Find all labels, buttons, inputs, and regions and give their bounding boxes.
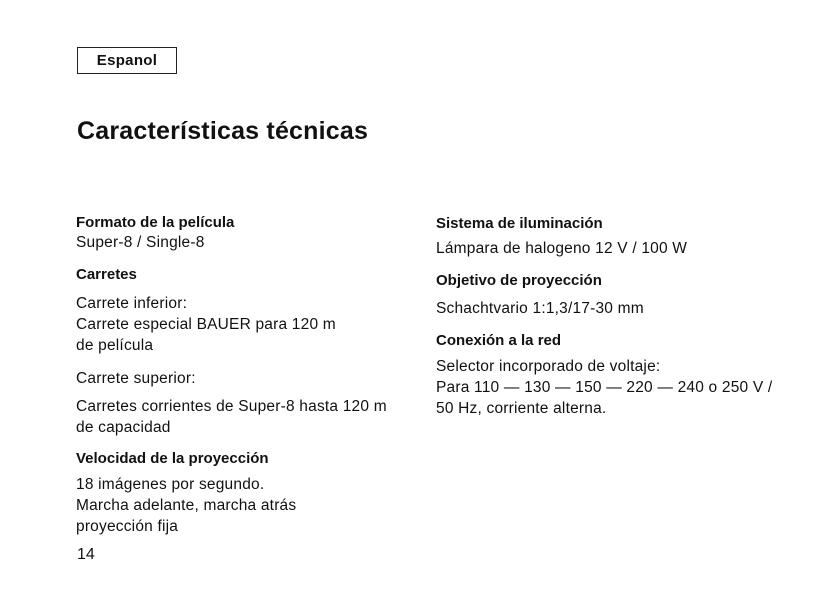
right-column xyxy=(436,214,806,419)
velocidad-line2: Marcha adelante, marcha atrás xyxy=(76,497,297,514)
superior-line2: de capacidad xyxy=(76,419,171,436)
page-title: Características técnicas xyxy=(77,117,369,145)
inferior-label: Carrete inferior: xyxy=(76,295,188,312)
language-tab: Espanol xyxy=(77,47,177,74)
conexion-line1: Selector incorporado de voltaje: xyxy=(436,358,661,375)
velocidad-line1: 18 imágenes por segundo. xyxy=(76,476,265,493)
objetivo-text: Schachtvario 1:1,3/17-30 mm xyxy=(436,300,644,317)
conexion-line2: Para 110 — 130 — 150 — 220 — 240 o 250 V / xyxy=(436,379,773,396)
left-column xyxy=(76,213,421,537)
inferior-line2: de película xyxy=(76,337,154,354)
velocidad-heading: Velocidad de la proyección xyxy=(76,450,269,467)
conexion-line3: 50 Hz, corriente alterna. xyxy=(436,400,607,417)
superior-label: Carrete superior: xyxy=(76,370,196,387)
iluminacion-text: Lámpara de halogeno 12 V / 100 W xyxy=(436,240,688,257)
carretes-heading: Carretes xyxy=(76,266,137,283)
superior-line1: Carretes corrientes de Super-8 hasta 120 m xyxy=(76,398,387,415)
formato-text: Super-8 / Single-8 xyxy=(76,234,205,251)
velocidad-line3: proyección fija xyxy=(76,518,179,535)
conexion-heading: Conexión a la red xyxy=(436,332,562,349)
page-number: 14 xyxy=(77,546,95,563)
formato-heading: Formato de la película xyxy=(76,214,235,231)
objetivo-heading: Objetivo de proyección xyxy=(436,272,602,289)
inferior-line1: Carrete especial BAUER para 120 m xyxy=(76,316,336,333)
iluminacion-heading: Sistema de iluminación xyxy=(436,215,603,232)
